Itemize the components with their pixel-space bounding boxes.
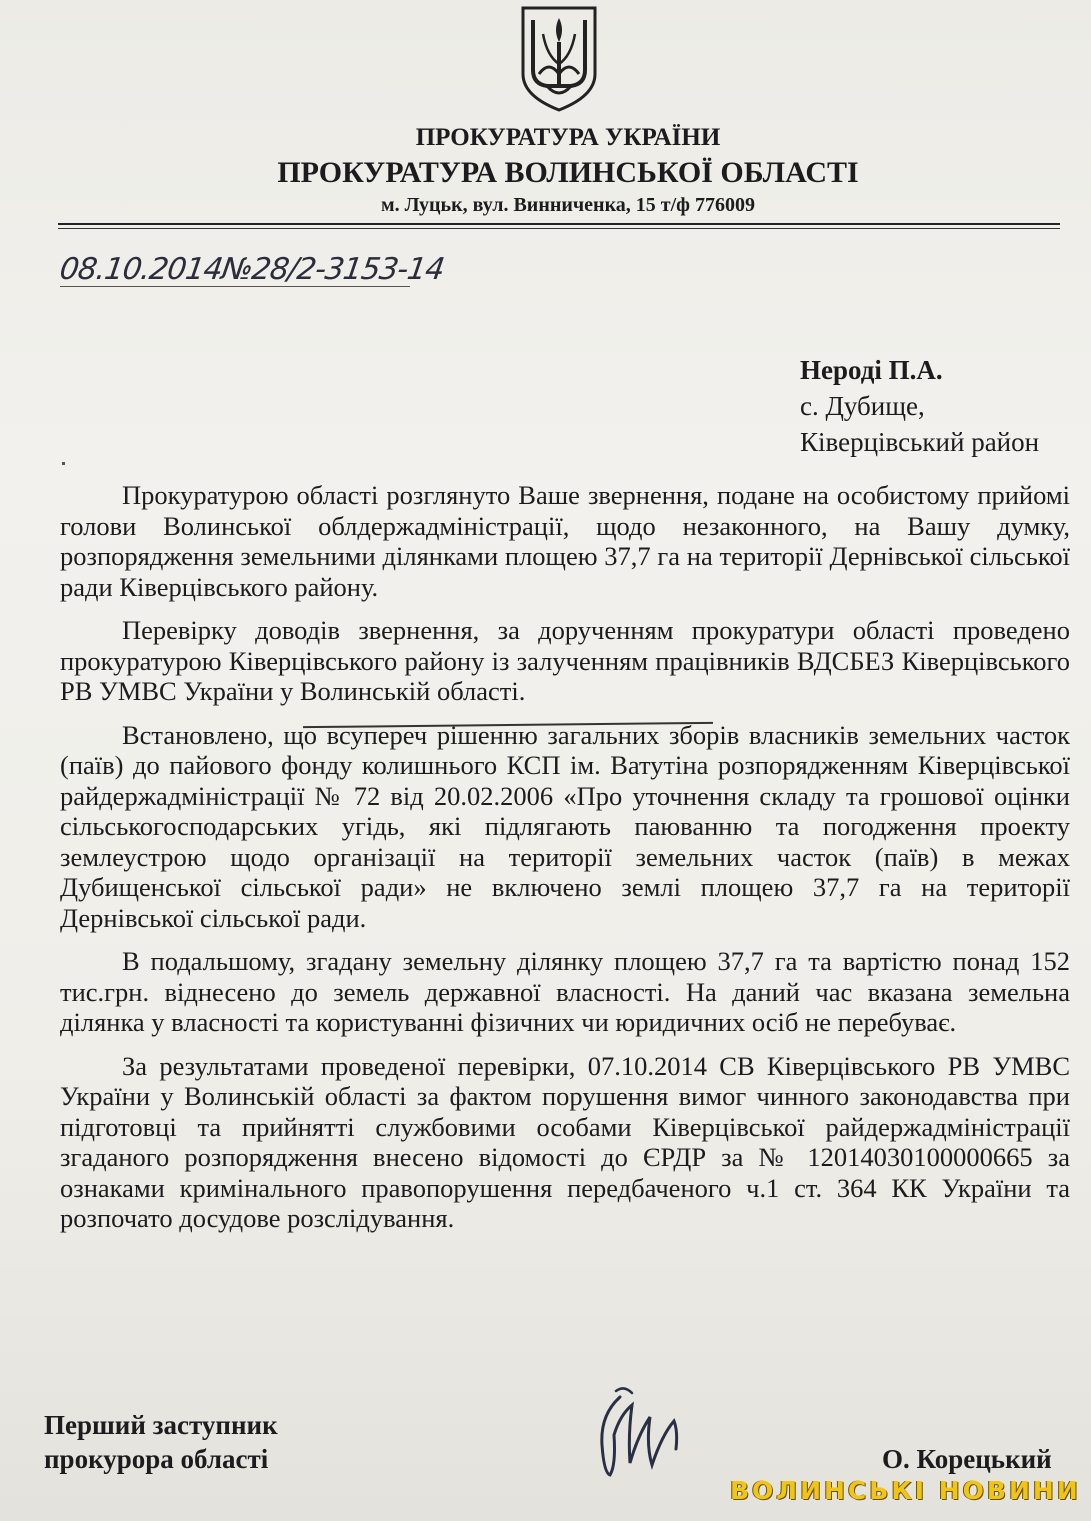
paragraph-3: Встановлено, що всупереч рішенню загальних зборів власників земельних часток (паїв) до пайового фонду колишнього КСП ім. Ватутіна розпорядженням Ківерцівської райдержадміністрації № 72 від 20.02.2006 «Про уточнення складу та грошової оцінки сільськогосподарських угідь, які підлягають паюванню та погодження проекту землеустрою щодо організації на території земельних часток (паїв) в межах Дубищенської сільської ради» не включено землі площею 37,7 га на території Дернівської сільської ради.	[60, 719, 1070, 933]
paragraph-5: За результатами проведеної перевірки, 07.10.2014 СВ Ківерцівського РВ УМВС України у Волинській області за фактом порушення вимог чинного законодавства при підготовці та прийнятті службовими особами Ківерцівської райдержадміністрації згаданого розпорядження внесено відомості до ЄРДР за № 12014030100000665 за ознаками кримінального правопорушення передбаченого ч.1 ст. 364 КК України та розпочато досудове розслідування.	[60, 1050, 1070, 1233]
registration-underline	[60, 286, 410, 287]
signatory-title-line-2: прокурора області	[44, 1444, 269, 1474]
margin-dot	[62, 462, 65, 465]
header-rule	[58, 223, 1060, 225]
addressee-name: Нероді П.А.	[800, 355, 943, 385]
signatory-title	[44, 1408, 278, 1476]
trident-emblem-icon	[517, 4, 601, 114]
news-watermark: ВОЛИНСЬКІ НОВИНИ	[730, 1476, 1081, 1505]
header-rule-thin	[58, 228, 1060, 229]
addressee-block	[800, 352, 1039, 460]
addressee-village: с. Дубище,	[800, 391, 925, 421]
paragraph-1: Прокуратурою області розглянуто Ваше звернення, подане на особистому прийомі голови Волинської облдержадміністрації, щодо незаконного, на Вашу думку, розпорядження земельними ділянками площею 37,7 га на території Дернівської сільської ради Ківерцівського району.	[60, 480, 1070, 602]
signatory-name: О. Корецький	[882, 1444, 1052, 1474]
addressee-district: Ківерцівський район	[800, 427, 1040, 457]
signatory-title-line-1: Перший заступник	[44, 1410, 278, 1440]
header-line-1: ПРОКУРАТУРА УКРАЇНИ	[415, 124, 721, 151]
handwritten-signature-icon	[580, 1375, 710, 1485]
letter-body	[60, 480, 1070, 1247]
header-line-2: ПРОКУРАТУРА ВОЛИНСЬКОЇ ОБЛАСТІ	[277, 156, 859, 189]
header-address: м. Луцьк, вул. Винниченка, 15 т/ф 776009	[380, 194, 756, 216]
paragraph-2: Перевірку доводів звернення, за дорученням прокуратури області проведено прокуратурою Ківерцівського району із залученням працівників ВДСБЕЗ Ківерцівського РВ УМВС України у Волинській області.	[60, 615, 1070, 706]
paragraph-4: В подальшому, згадану земельну ділянку площею 37,7 га та вартістю понад 152 тис.грн. віднесено до земель державної власності. На даний час вказана земельна ділянка у власності та користуванні фізичних чи юридичних осіб не перебуває.	[60, 946, 1070, 1037]
registration-number: 08.10.2014№28/2-3153-14	[57, 252, 446, 287]
